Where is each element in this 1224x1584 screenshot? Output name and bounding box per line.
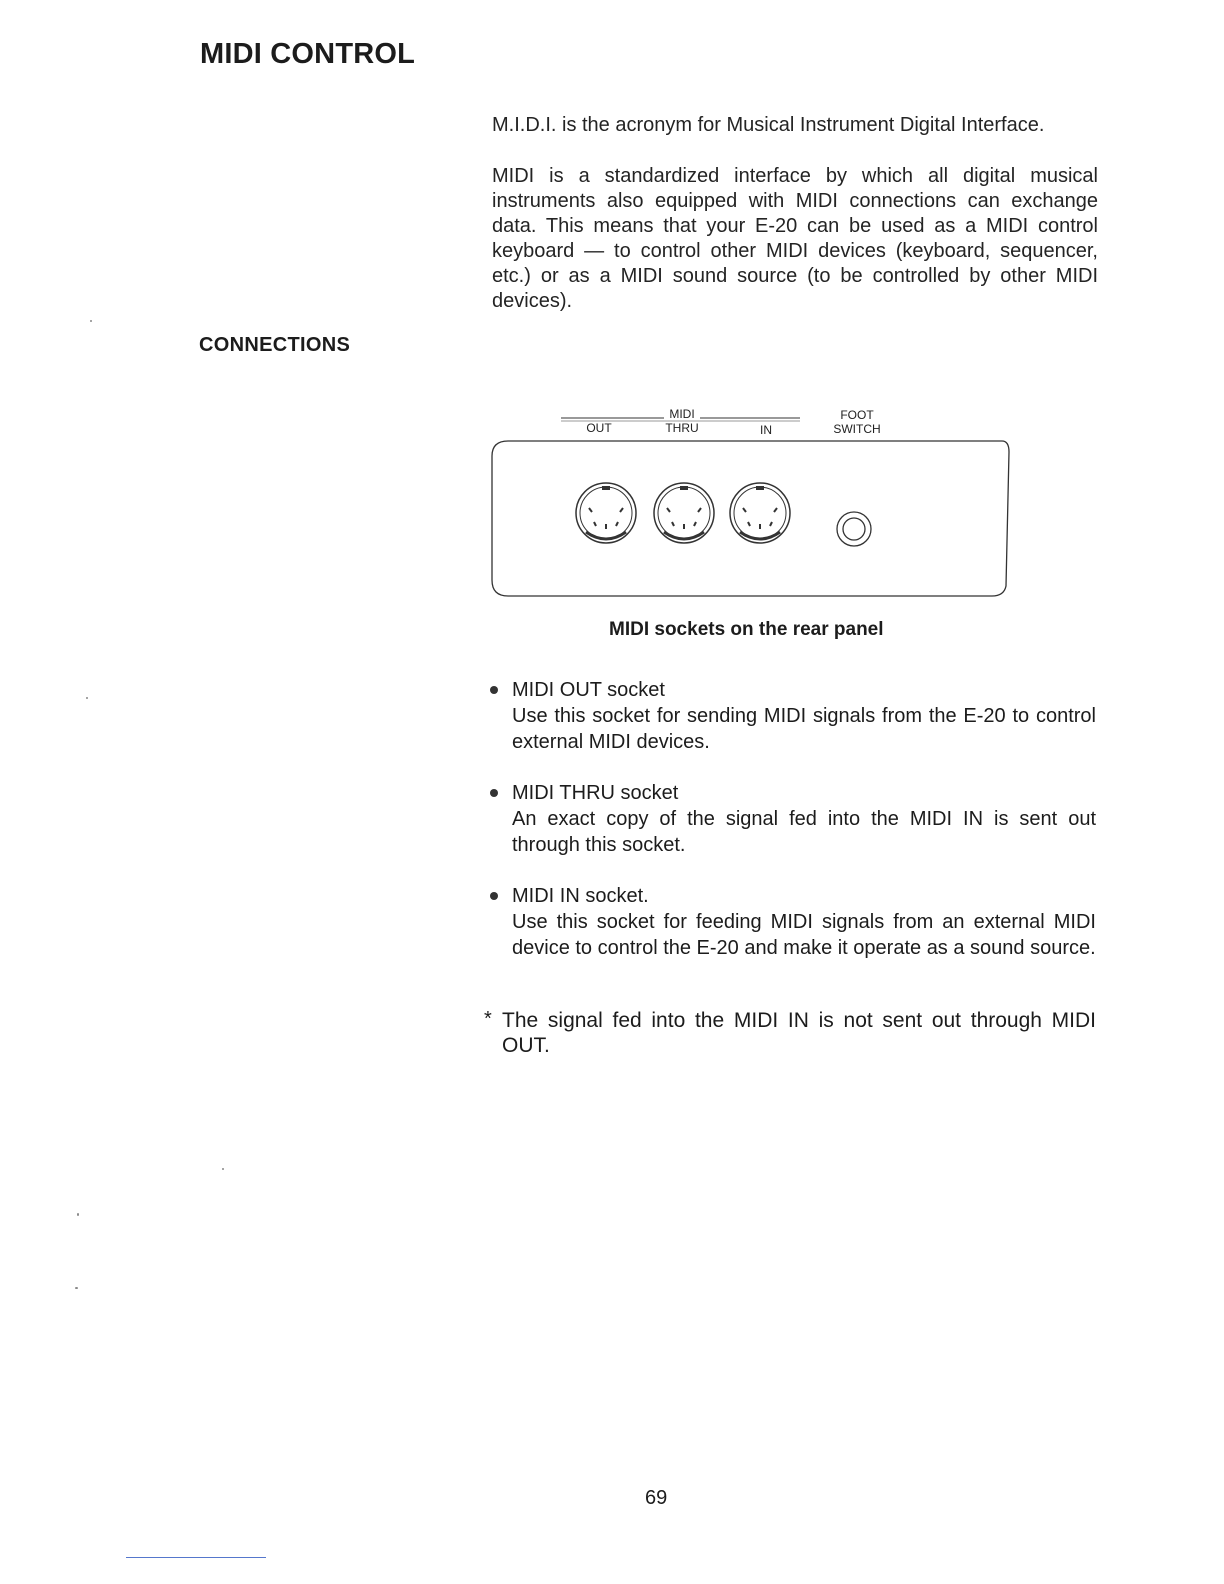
socket-list [480,677,1096,986]
footer-rule [126,1557,266,1558]
bullet-heading: MIDI OUT socket [512,679,665,701]
switch-label: SWITCH [833,422,881,436]
bullet-text: Use this socket for feeding MIDI signals from an external MIDI device to control the E-20 and make it operate as a sound source. [512,911,1096,959]
scan-speck [90,320,92,322]
bullet-icon [490,789,498,797]
in-label: IN [760,423,772,437]
rear-panel-diagram [486,400,1016,606]
list-item-midi-thru [480,780,1096,858]
scan-speck [86,697,88,699]
page-title: MIDI CONTROL [200,38,416,70]
foot-label: FOOT [840,408,874,422]
midi-thru-socket [654,483,714,543]
midi-out-socket [576,483,636,543]
scan-speck [77,1213,79,1216]
footnote [480,1008,1096,1058]
section-heading-connections: CONNECTIONS [199,334,351,356]
bullet-heading: MIDI IN socket. [512,885,649,907]
scan-speck [222,1168,224,1170]
intro-paragraph: M.I.D.I. is the acronym for Musical Instrument Digital Interface. [492,114,1045,136]
list-item-midi-in [480,883,1096,961]
out-label: OUT [586,421,612,435]
midi-group-label: MIDI [669,407,695,421]
body-paragraph: MIDI is a standardized interface by which all digital musical instruments also equipped with MIDI connections can exchange data. This means that your E-20 can be used as a MIDI control keyboard — to control other MIDI devices (keyboard, sequencer, etc.) or as a MIDI sound source (to be controlled by other MIDI devices). [492,165,1098,312]
bullet-text: Use this socket for sending MIDI signals from the E-20 to control external MIDI devices. [512,705,1096,753]
bullet-icon [490,892,498,900]
midi-in-socket [730,483,790,543]
scan-speck [75,1287,78,1289]
footnote-text: The signal fed into the MIDI IN is not sent out through MIDI OUT. [502,1009,1096,1057]
thru-label: THRU [665,421,699,435]
bullet-heading: MIDI THRU socket [512,782,679,804]
page-number: 69 [645,1487,668,1509]
bullet-text: An exact copy of the signal fed into the MIDI IN is sent out through this socket. [512,808,1096,856]
foot-switch-jack [837,512,871,546]
list-item-midi-out [480,677,1096,755]
asterisk-marker: * [484,1008,492,1030]
bullet-icon [490,686,498,694]
diagram-caption: MIDI sockets on the rear panel [609,619,884,640]
